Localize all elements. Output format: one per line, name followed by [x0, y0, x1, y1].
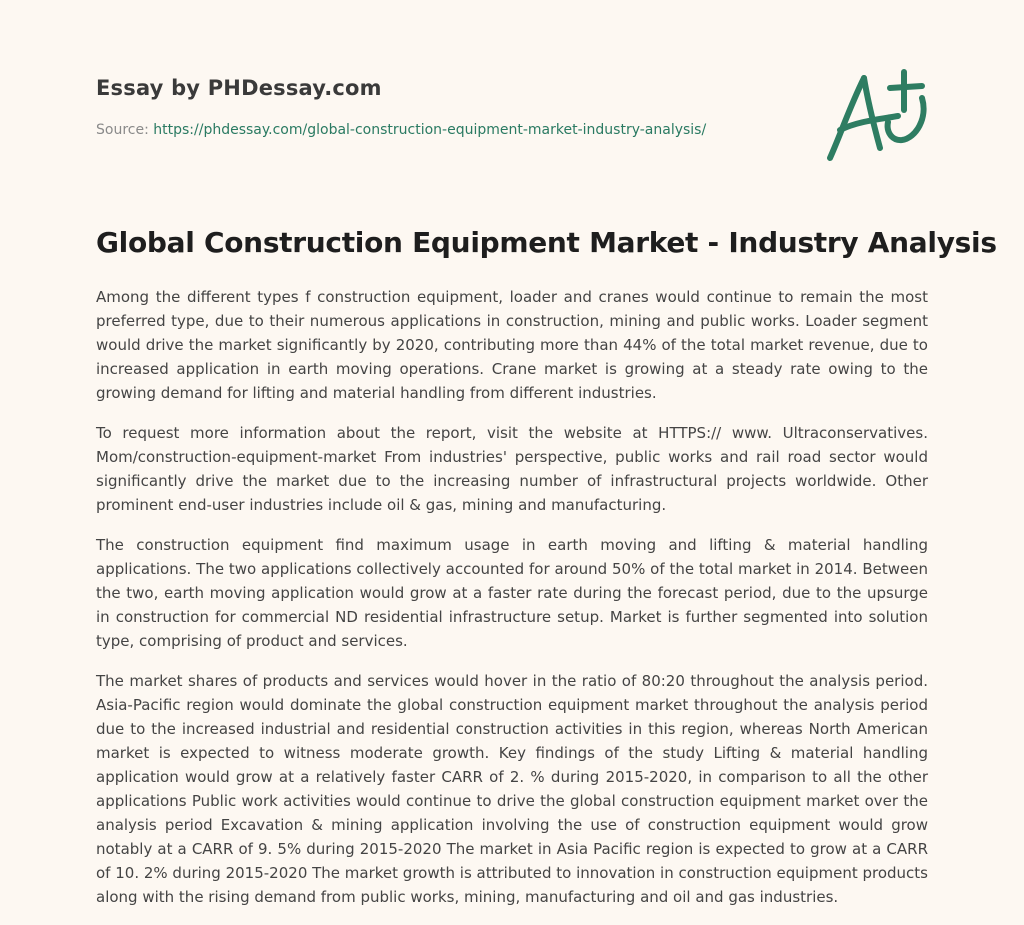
paragraph: The construction equipment find maximum usage in earth moving and lifting & material handling applications. The two applications collectively accounted for around 50% of the total market in 2014. Between the two, earth moving application would grow at a faster rate during the forecast period, due to the upsurge in construction for commercial ND residential infrastructure setup. Market is further segmented into solution type, comprising of product and services.	[96, 536, 928, 650]
paragraph: Among the different types f construction equipment, loader and cranes would continue to remain the most preferred type, due to their numerous applications in construction, mining and public works. Loader segment would drive the market significantly by 2020, contributing more than 44% of the total market revenue, due to increased application in earth moving operations. Crane market is growing at a steady rate owing to the growing demand for lifting and material handling from different industries.	[96, 288, 928, 402]
site-brand: Essay by PHDessay.com	[96, 76, 382, 100]
essay-title: Global Construction Equipment Market - Industry Analysis	[96, 226, 997, 259]
source-line	[96, 122, 796, 138]
source-link[interactable]: https://phdessay.com/global-construction-equipment-market-industry-analysis/	[153, 122, 707, 138]
paragraph: The market shares of products and services would hover in the ratio of 80:20 throughout the analysis period. Asia-Pacific region would dominate the global construction equipment market throughout the analysis period due to the increased industrial and residential construction activities in this region, whereas North American market is expected to witness moderate growth. Key findings of the study Lifting & material handling application would grow at a relatively faster CARR of 2. % during 2015-2020, in comparison to all the other applications Public work activities would continue to drive the global construction equipment market over the analysis period Excavation & mining application involving the use of construction equipment would grow notably at a CARR of 9. 5% during 2015-2020 The market in Asia Pacific region is expected to grow at a CARR of 10. 2% during 2015-2020 The market growth is attributed to innovation in construction equipment products along with the rising demand from public works, mining, manufacturing and oil and gas industries.	[96, 672, 928, 906]
source-label: Source:	[96, 122, 149, 138]
page-header	[96, 76, 796, 138]
a-plus-logo-icon	[818, 66, 930, 166]
essay-body	[96, 285, 928, 925]
paragraph: To request more information about the report, visit the website at HTTPS:// www. Ultraconservatives. Mom/construction-equipment-market From industries' perspective, public works and rail road sector would significantly drive the market due to the increasing number of infrastructural projects worldwide. Other prominent end-user industries include oil & gas, mining and manufacturing.	[96, 424, 928, 514]
